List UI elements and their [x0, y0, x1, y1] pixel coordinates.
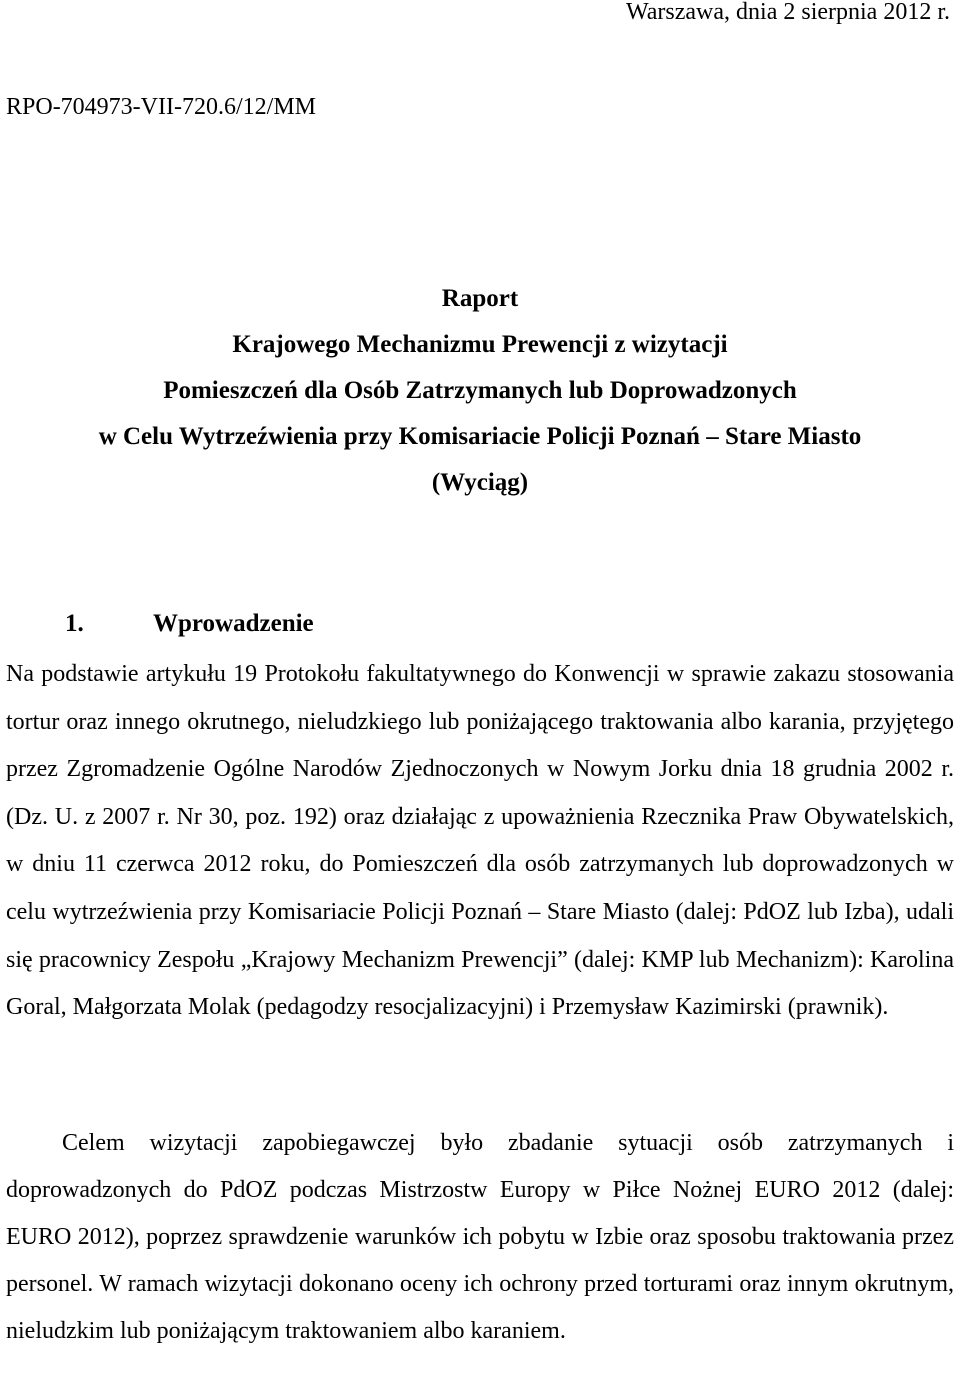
title-line: Pomieszczeń dla Osób Zatrzymanych lub Doprowadzonych: [163, 377, 797, 404]
title-line: (Wyciąg): [431, 469, 529, 496]
section-number: 1.: [65, 610, 84, 637]
body-paragraph: Celem wizytacji zapobiegawczej było zbadanie sytuacji osób zatrzymanych i doprowadzonych do PdOZ podczas Mistrzostw Europy w Piłce Nożnej EURO 2012 (dalej: EURO 2012), poprzez sprawdzenie warunków ich pobytu w Izbie oraz sposobu traktowania przez personel. W ramach wizytacji dokonano oceny ich ochrony przed torturami oraz innym okrutnym, nieludzkim lub poniżającym traktowaniem albo karaniem.: [6, 1130, 954, 1344]
body-paragraph: Na podstawie artykułu 19 Protokołu fakultatywnego do Konwencji w sprawie zakazu stosowania tortur oraz innego okrutnego, nieludzkiego lub poniżającego traktowania albo karania, przyjętego przez Zgromadzenie Ogólne Narodów Zjednoczonych w Nowym Jorku dnia 18 grudnia 2002 r. (Dz. U. z 2007 r. Nr 30, poz. 192) oraz działając z upoważnienia Rzecznika Praw Obywatelskich, w dniu 11 czerwca 2012 roku, do Pomieszczeń dla osób zatrzymanych lub doprowadzonych w celu wytrzeźwienia przy Komisariacie Policji Poznań – Stare Miasto (dalej: PdOZ lub Izba), udali się pracownicy Zespołu „Krajowy Mechanizm Prewencji” (dalej: KMP lub Mechanizm): Karolina Goral, Małgorzata Molak (pedagodzy resocjalizacyjni) i Przemysław Kazimirski (prawnik).: [6, 661, 954, 1021]
document-date: Warszawa, dnia 2 sierpnia 2012 r.: [626, 0, 950, 25]
title-line: w Celu Wytrzeźwienia przy Komisariacie Policji Poznań – Stare Miasto: [98, 423, 862, 450]
section-title: Wprowadzenie: [153, 610, 314, 637]
section-heading: [65, 606, 314, 642]
reference-number: RPO-704973-VII-720.6/12/MM: [6, 94, 316, 120]
title-line: Krajowego Mechanizmu Prewencji z wizytacji: [232, 331, 728, 358]
title-line: Raport: [441, 285, 519, 312]
report-title: [0, 276, 960, 506]
